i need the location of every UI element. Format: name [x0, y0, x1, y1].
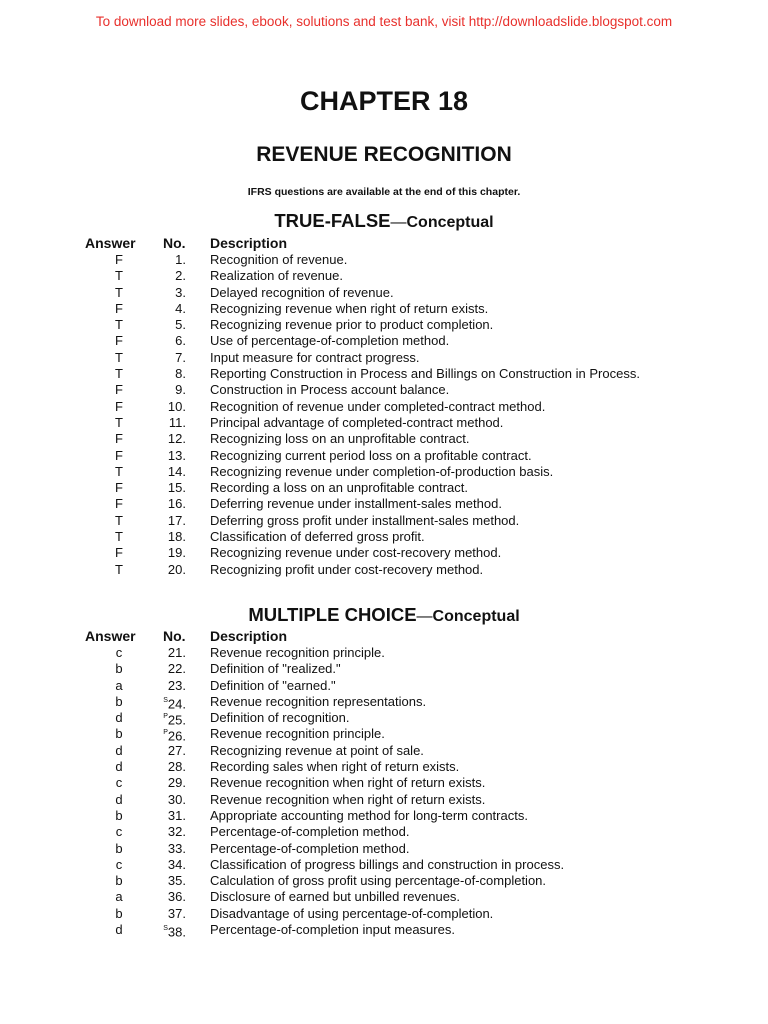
question-description: Disclosure of earned but unbilled revenues.	[210, 889, 461, 905]
question-description: Percentage-of-completion method.	[210, 840, 410, 856]
ifrs-note: IFRS questions are available at the end of this chapter.	[247, 186, 521, 198]
answer-cell: T	[115, 512, 123, 528]
question-description: Definition of "realized."	[210, 661, 341, 677]
question-number	[150, 317, 186, 333]
question-number	[150, 480, 186, 496]
question-description: Revenue recognition when right of return exists.	[210, 791, 486, 807]
question-number-text: 16.	[167, 496, 186, 512]
question-number	[150, 333, 186, 349]
true-false-list	[0, 252, 768, 578]
question-number-text: 21.	[167, 645, 186, 660]
question-row	[0, 545, 768, 561]
question-description: Construction in Process account balance.	[210, 382, 450, 398]
question-row	[0, 562, 768, 578]
answer-cell: T	[115, 349, 123, 365]
question-description: Input measure for contract progress.	[210, 349, 420, 365]
question-row	[0, 775, 768, 791]
question-row	[0, 399, 768, 415]
question-number-text: 25.	[167, 712, 186, 728]
true-false-heading	[0, 210, 768, 232]
question-number	[150, 285, 186, 301]
question-description: Recognizing revenue under completion-of-production basis.	[210, 463, 554, 479]
answer-cell: b	[115, 840, 123, 856]
question-number	[150, 808, 186, 824]
question-number	[150, 841, 186, 857]
download-banner: To download more slides, ebook, solutions and test bank, visit http://downloadslide.blogspot.com	[95, 14, 673, 29]
question-number-text: 34.	[167, 856, 186, 872]
question-description: Calculation of gross profit using percentage-of-completion.	[210, 873, 547, 889]
question-number-text: 5.	[175, 317, 186, 333]
question-number-text: 32.	[167, 824, 186, 840]
question-description: Use of percentage-of-completion method.	[210, 333, 450, 349]
question-row	[0, 873, 768, 889]
question-number	[150, 252, 186, 268]
question-number	[150, 678, 186, 694]
question-description: Recognition of revenue under completed-contract method.	[210, 398, 546, 414]
question-number	[150, 382, 186, 398]
answer-cell: b	[115, 873, 123, 889]
question-description: Recognizing revenue under cost-recovery method.	[210, 545, 502, 561]
answer-cell: F	[115, 480, 123, 496]
question-number-text: 15.	[167, 480, 186, 496]
question-number-text: 19.	[167, 545, 186, 561]
question-description: Deferring gross profit under installment-sales method.	[210, 512, 520, 528]
answer-cell: c	[115, 856, 123, 872]
answer-cell: b	[115, 693, 123, 709]
question-number-text: 26.	[167, 728, 186, 744]
question-description: Reporting Construction in Process and Billings on Construction in Process.	[210, 366, 640, 382]
number-column-header: No.	[163, 628, 186, 644]
answer-cell: T	[115, 284, 123, 300]
question-row	[0, 350, 768, 366]
answer-cell: T	[115, 366, 123, 382]
answer-cell: a	[115, 889, 123, 905]
question-description: Recognition of revenue.	[210, 252, 348, 267]
question-row	[0, 645, 768, 661]
question-description: Recognizing revenue when right of return exists.	[210, 300, 489, 316]
question-description: Revenue recognition when right of return exists.	[210, 775, 486, 791]
answer-cell: d	[115, 759, 123, 775]
answer-cell: F	[115, 447, 123, 463]
question-description: Percentage-of-completion method.	[210, 824, 410, 840]
question-number-text: 24.	[167, 696, 186, 712]
question-number	[150, 529, 186, 545]
question-mark-superscript: S	[163, 925, 168, 933]
question-number	[150, 922, 186, 941]
question-description: Definition of "earned."	[210, 677, 336, 693]
answer-cell: b	[115, 661, 123, 677]
question-row	[0, 317, 768, 333]
question-number-text: 37.	[167, 905, 186, 921]
chapter-heading: CHAPTER 18	[299, 86, 469, 116]
question-number-text: 8.	[175, 366, 186, 382]
question-number	[150, 431, 186, 447]
question-row	[0, 906, 768, 922]
question-description: Recording sales when right of return exists.	[210, 759, 460, 775]
answer-cell: T	[115, 268, 123, 284]
question-number	[150, 743, 186, 759]
question-row	[0, 824, 768, 840]
answer-cell: T	[115, 561, 123, 577]
answer-cell: c	[115, 775, 123, 791]
question-number	[150, 415, 186, 431]
section-heading-main: TRUE-FALSE	[274, 210, 391, 231]
question-number-text: 36.	[167, 889, 186, 905]
question-number	[150, 906, 186, 922]
answer-cell: b	[115, 726, 123, 742]
question-number-text: 29.	[167, 775, 186, 791]
question-row	[0, 496, 768, 512]
question-description: Revenue recognition representations.	[210, 693, 427, 709]
question-description: Recognizing revenue at point of sale.	[210, 742, 424, 758]
question-row	[0, 529, 768, 545]
question-number-text: 4.	[175, 300, 186, 316]
question-row	[0, 661, 768, 677]
question-description: Principal advantage of completed-contract method.	[210, 414, 504, 430]
question-row	[0, 464, 768, 480]
answer-cell: F	[115, 382, 123, 398]
question-number	[150, 399, 186, 415]
answer-cell: d	[115, 710, 123, 726]
answer-cell: F	[115, 300, 123, 316]
question-description: Recognizing current period loss on a profitable contract.	[210, 447, 532, 463]
question-number	[150, 857, 186, 873]
question-number-text: 22.	[167, 661, 186, 677]
answer-cell: d	[115, 791, 123, 807]
question-mark-superscript: P	[163, 729, 168, 737]
question-number-text: 6.	[175, 333, 186, 349]
multiple-choice-list	[0, 645, 768, 938]
question-row	[0, 513, 768, 529]
answer-cell: F	[115, 545, 123, 561]
question-number	[150, 448, 186, 464]
answer-cell: T	[115, 414, 123, 430]
page-title: REVENUE RECOGNITION	[256, 143, 512, 166]
question-number-text: 14.	[167, 463, 186, 479]
question-number-text: 13.	[167, 447, 186, 463]
section-heading-dash: —	[416, 608, 433, 625]
question-number-text: 23.	[167, 677, 186, 693]
question-number-text: 20.	[167, 561, 186, 577]
answer-cell: T	[115, 529, 123, 545]
question-row	[0, 480, 768, 496]
answer-cell: F	[115, 398, 123, 414]
number-column-header: No.	[163, 235, 186, 251]
answer-cell: b	[115, 905, 123, 921]
question-row	[0, 678, 768, 694]
question-number-text: 7.	[175, 349, 186, 365]
answer-cell: c	[115, 645, 123, 660]
question-row	[0, 792, 768, 808]
answer-cell: b	[115, 807, 123, 823]
answer-cell: F	[115, 496, 123, 512]
question-number-text: 11.	[168, 414, 186, 430]
question-number-text: 35.	[167, 873, 186, 889]
question-description: Delayed recognition of revenue.	[210, 284, 394, 300]
question-number	[150, 661, 186, 677]
answer-cell: T	[115, 317, 123, 333]
question-number-text: 3.	[175, 284, 186, 300]
question-number-text: 17.	[167, 512, 186, 528]
question-row	[0, 333, 768, 349]
question-number	[150, 873, 186, 889]
answer-cell: d	[115, 742, 123, 758]
answer-column-header: Answer	[85, 628, 136, 644]
answer-cell: d	[115, 922, 123, 938]
question-number	[150, 268, 186, 284]
question-row	[0, 448, 768, 464]
question-row	[0, 268, 768, 284]
question-row	[0, 808, 768, 824]
question-number	[150, 350, 186, 366]
question-number-text: 10.	[167, 398, 186, 414]
question-number	[150, 513, 186, 529]
answer-cell: F	[115, 333, 123, 349]
question-row	[0, 889, 768, 905]
answer-cell: F	[115, 431, 123, 447]
question-row	[0, 841, 768, 857]
question-description: Percentage-of-completion input measures.	[210, 922, 455, 938]
question-row	[0, 382, 768, 398]
question-number	[150, 301, 186, 317]
question-number	[150, 366, 186, 382]
question-description: Recording a loss on an unprofitable contract.	[210, 480, 468, 496]
question-description: Deferring revenue under installment-sales method.	[210, 496, 502, 512]
question-description: Classification of progress billings and construction in process.	[210, 856, 565, 872]
section-heading-sub: Conceptual	[406, 214, 494, 231]
answer-cell: F	[115, 252, 123, 267]
question-number	[150, 759, 186, 775]
question-row	[0, 726, 768, 742]
multiple-choice-heading	[0, 604, 768, 626]
question-number-text: 9.	[175, 382, 186, 398]
answer-column-header: Answer	[85, 235, 136, 251]
answer-cell: T	[115, 463, 123, 479]
question-row	[0, 366, 768, 382]
question-number-text: 18.	[167, 529, 186, 545]
question-row	[0, 922, 768, 938]
question-number-text: 31.	[167, 807, 186, 823]
question-row	[0, 301, 768, 317]
question-number	[150, 792, 186, 808]
question-description: Disadvantage of using percentage-of-completion.	[210, 905, 494, 921]
question-description: Appropriate accounting method for long-term contracts.	[210, 807, 528, 823]
question-number	[150, 775, 186, 791]
question-number	[150, 824, 186, 840]
question-number-text: 38.	[167, 924, 186, 940]
question-number-text: 1.	[175, 252, 186, 267]
question-row	[0, 743, 768, 759]
description-column-header: Description	[210, 628, 288, 644]
question-description: Revenue recognition principle.	[210, 726, 385, 742]
question-description: Definition of recognition.	[210, 710, 350, 726]
question-row	[0, 694, 768, 710]
question-number-text: 12.	[167, 431, 186, 447]
question-description: Recognizing loss on an unprofitable contract.	[210, 431, 470, 447]
question-description: Recognizing profit under cost-recovery method.	[210, 561, 484, 577]
question-description: Recognizing revenue prior to product completion.	[210, 317, 494, 333]
question-row	[0, 710, 768, 726]
question-number	[150, 545, 186, 561]
answer-cell: c	[115, 824, 123, 840]
question-number-text: 2.	[175, 268, 186, 284]
question-row	[0, 431, 768, 447]
question-description: Classification of deferred gross profit.	[210, 529, 425, 545]
description-column-header: Description	[210, 235, 288, 251]
question-row	[0, 252, 768, 268]
question-number	[150, 645, 186, 661]
question-number-text: 33.	[167, 840, 186, 856]
question-mark-superscript: P	[163, 713, 168, 721]
section-heading-sub: Conceptual	[432, 608, 520, 625]
question-number	[150, 562, 186, 578]
answer-cell: a	[115, 677, 123, 693]
question-description: Revenue recognition principle.	[210, 645, 385, 660]
question-number-text: 30.	[167, 791, 186, 807]
question-row	[0, 759, 768, 775]
question-number	[150, 496, 186, 512]
question-row	[0, 285, 768, 301]
question-mark-superscript: S	[163, 696, 168, 704]
question-row	[0, 857, 768, 873]
section-heading-main: MULTIPLE CHOICE	[248, 604, 417, 625]
section-heading-dash: —	[390, 214, 407, 231]
question-number-text: 28.	[167, 759, 186, 775]
question-number	[150, 464, 186, 480]
question-number-text: 27.	[167, 742, 186, 758]
question-row	[0, 415, 768, 431]
question-number	[150, 889, 186, 905]
question-description: Realization of revenue.	[210, 268, 343, 284]
